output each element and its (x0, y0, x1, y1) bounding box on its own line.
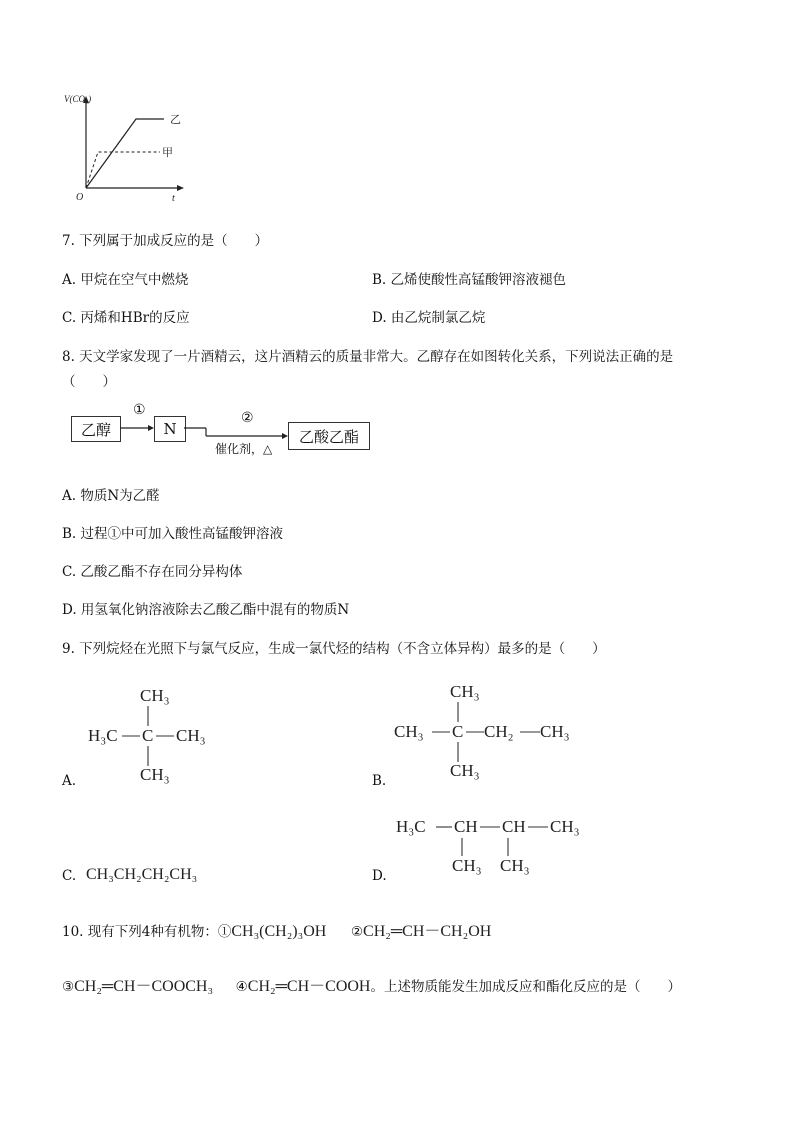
a-center-c: C (142, 726, 154, 745)
q10-substance-2-label: ② (350, 924, 364, 940)
a-bottom-ch3: CH₃ (140, 765, 170, 784)
b-bottom-ch3: CH₃ (450, 761, 480, 780)
curve-yi (86, 119, 164, 188)
flow-step-1: ① (133, 402, 146, 418)
b-center-c: C (452, 722, 464, 741)
graph-origin: O (76, 192, 84, 203)
q9-option-c-formula: CH₃CH₂CH₂CH₃ (86, 866, 198, 883)
flow-box-ethyl-acetate: 乙酸乙酯 (288, 422, 370, 450)
flow-step-2: ② (241, 410, 254, 426)
q8-option-c: C. 乙酸乙酯不存在同分异构体 (62, 564, 243, 580)
q8-option-b: B. 过程①中可加入酸性高锰酸钾溶液 (62, 526, 284, 542)
d-left-h3c: H₃C (396, 817, 426, 836)
d-c1-ch: CH (454, 817, 478, 836)
graph-xlabel: t (172, 193, 175, 204)
d-c2-ch: CH (502, 817, 526, 836)
q10-substance-3-label: ③ (62, 979, 75, 995)
q7-option-c: C. 丙烯和HBr的反应 (62, 310, 190, 326)
b-mid-ch2: CH₂ (484, 722, 514, 741)
q9-option-a-label: A. (62, 773, 77, 789)
co2-volume-graph (58, 88, 198, 208)
q9-option-b-label: B. (372, 773, 387, 789)
q10-line1-start: 10. 现有下列4种有机物：① (62, 924, 232, 940)
b-top-ch3: CH₃ (450, 682, 480, 701)
curve-jia (86, 152, 160, 188)
q7-stem: 7. 下列属于加成反应的是（ ） (62, 233, 269, 249)
q8-stem: 8. 天文学家发现了一片酒精云，这片酒精云的质量非常大。乙醇存在如图转化关系，下列说法正确的是 (62, 349, 674, 365)
flow-box-n: N (154, 416, 186, 442)
d-b1-ch3: CH₃ (452, 856, 482, 875)
q8-option-a: A. 物质N为乙醛 (62, 488, 160, 504)
graph-label-jia: 甲 (162, 147, 173, 159)
graph-label-yi: 乙 (170, 114, 181, 126)
flow-box-ethanol: 乙醇 (71, 416, 121, 442)
q7-option-a: A. 甲烷在空气中燃烧 (62, 272, 189, 288)
d-right-ch3: CH₃ (550, 817, 580, 836)
q7-option-d: D. 由乙烷制氯乙烷 (372, 310, 486, 326)
q9-option-d-label: D. (372, 868, 387, 884)
q10-line2 (62, 973, 681, 996)
q10-substance-3: CH₂═CH－COOCH₃ (74, 978, 214, 995)
q7-option-b: B. 乙烯使酸性高锰酸钾溶液褪色 (372, 272, 567, 288)
q10-substance-4: CH₂═CH－COOH (247, 978, 371, 995)
a-top-ch3: CH₃ (140, 686, 170, 705)
q10-substance-4-label: ④ (235, 979, 248, 995)
a-right-ch3: CH₃ (176, 726, 206, 745)
b-left-ch3: CH₃ (394, 722, 424, 741)
b-right-ch3: CH₃ (540, 722, 570, 741)
q9-stem: 9. 下列烷烃在光照下与氯气反应，生成一氯代烃的结构（不含立体异构）最多的是（ ） (62, 641, 606, 657)
d-b2-ch3: CH₃ (500, 856, 530, 875)
a-left-h3c: H₃C (88, 726, 118, 745)
q10-substance-2: CH₂═CH－CH₂OH (363, 923, 492, 940)
flow-condition: 催化剂，△ (215, 442, 273, 456)
q9-option-c-label: C. (62, 868, 77, 884)
q10-line2-end: 。上述物质能发生加成反应和酯化反应的是（ ） (370, 979, 681, 995)
q8-stem-tail: （ ） (62, 374, 116, 390)
q10-substance-1: CH₃(CH₂)₃OH (231, 923, 327, 940)
q8-option-d: D. 用氢氧化钠溶液除去乙酸乙酯中混有的物质N (62, 602, 350, 618)
q10-line1 (62, 918, 491, 941)
graph-ylabel: V(CO₂) (64, 94, 92, 104)
